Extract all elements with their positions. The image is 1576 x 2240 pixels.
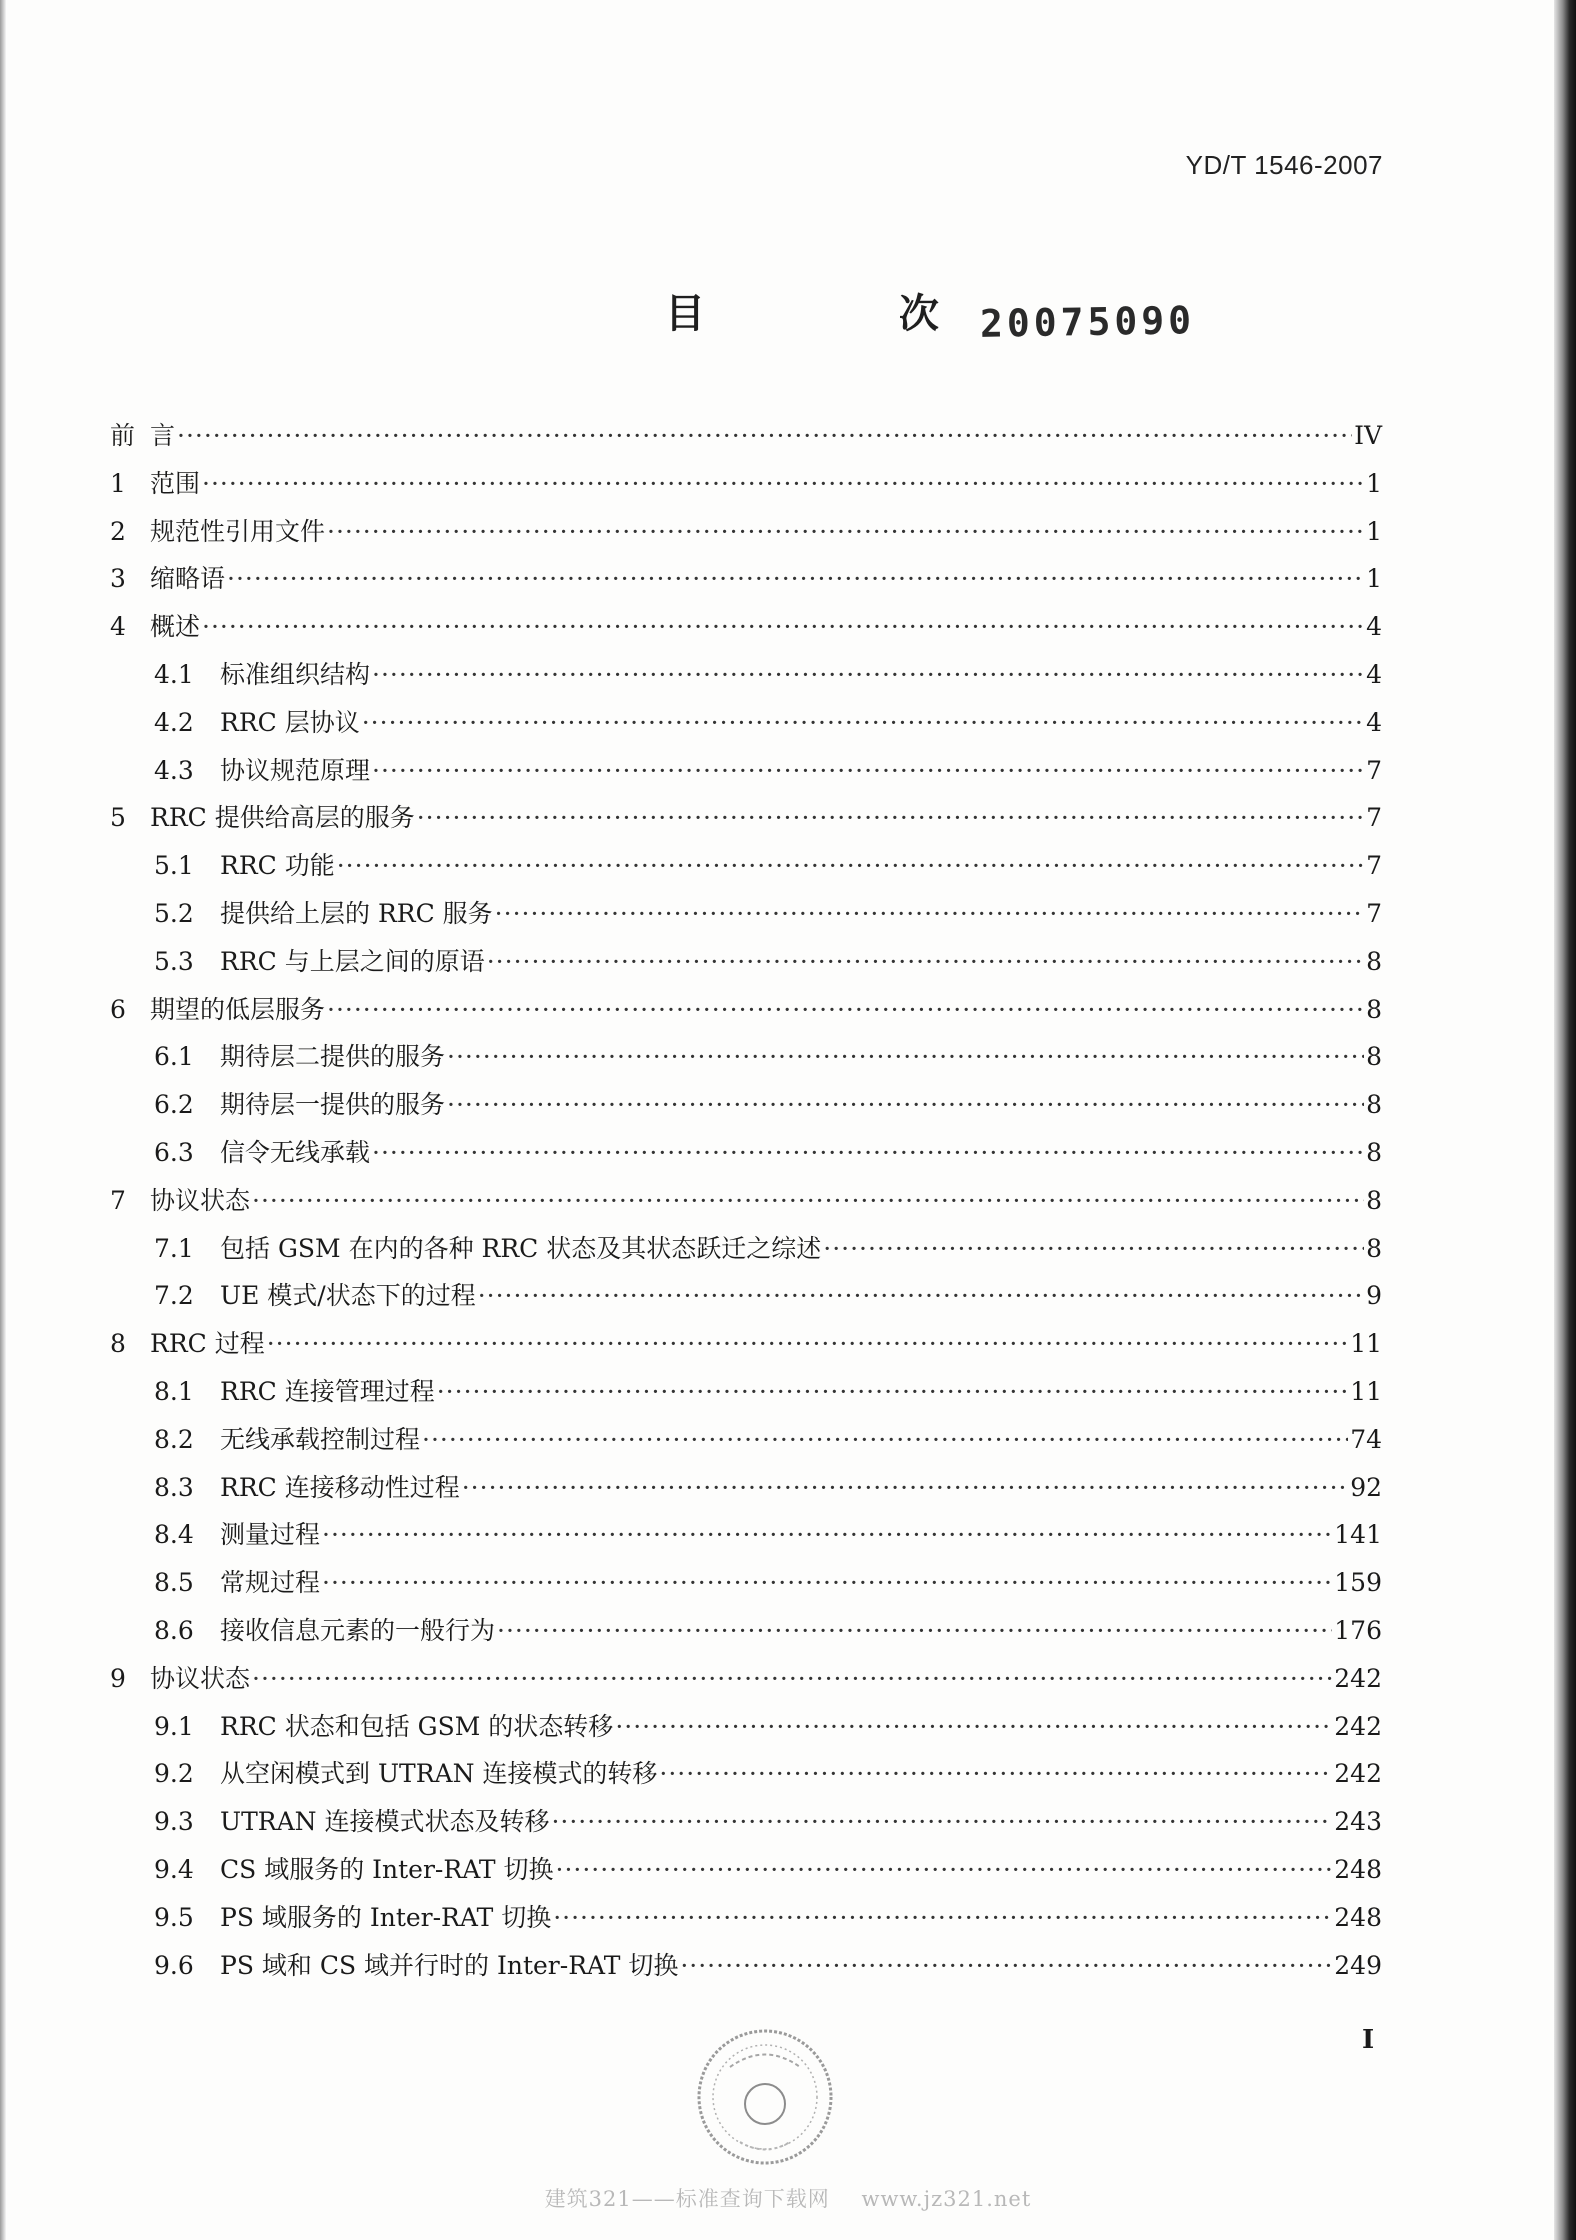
toc-title: 目 次: [665, 290, 1029, 337]
toc-entry-title: 期望的低层服务: [150, 994, 326, 1024]
toc-leader-dots: [551, 1798, 1332, 1846]
toc-entry[interactable]: [110, 699, 1382, 747]
toc-entry-page: 176: [1334, 1615, 1382, 1645]
toc-leader-dots: [447, 1033, 1364, 1081]
toc-entry-title: RRC 功能: [220, 851, 335, 881]
toc-leader-dots: [322, 1559, 1332, 1607]
toc-entry-number: 9.1: [154, 1711, 194, 1741]
toc-entry-title: RRC 与上层之间的原语: [220, 946, 485, 976]
toc-leader-dots: [337, 842, 1364, 890]
toc-entry-title: RRC 提供给高层的服务: [150, 803, 415, 833]
toc-entry-number: 9.6: [154, 1950, 194, 1980]
toc-entry-number: 4: [110, 612, 126, 642]
toc-leader-dots: [487, 938, 1364, 986]
toc-entry-title: 期待层一提供的服务: [220, 1090, 446, 1120]
toc-entry[interactable]: [110, 794, 1382, 842]
toc-entry[interactable]: [110, 1511, 1382, 1559]
toc-leader-dots: [372, 1129, 1364, 1177]
toc-leader-dots: [327, 508, 1364, 556]
toc-entry-page: 242: [1334, 1663, 1382, 1693]
toc-entry-title: RRC 过程: [150, 1329, 265, 1359]
footer-site-name: 建筑321——标准查询下载网: [544, 2187, 830, 2211]
toc-entry-title: UE 模式/状态下的过程: [220, 1281, 476, 1311]
toc-entry-title: 常规过程: [220, 1568, 321, 1598]
page-number: I: [1362, 2025, 1375, 2055]
toc-leader-dots: [478, 1272, 1364, 1320]
toc-entry[interactable]: [110, 938, 1382, 986]
toc-entry-page: 8: [1366, 1185, 1382, 1215]
toc-entry-number: 7.2: [154, 1281, 194, 1311]
toc-entry[interactable]: [110, 1464, 1382, 1512]
toc-entry-number: 8.3: [154, 1472, 194, 1502]
toc-entry-page: 249: [1334, 1950, 1382, 1980]
toc-entry[interactable]: [110, 1416, 1382, 1464]
toc-entry-page: 1: [1366, 516, 1382, 546]
toc-leader-dots: [252, 1655, 1332, 1703]
toc-leader-dots: [497, 1607, 1332, 1655]
toc-leader-dots: [202, 460, 1364, 508]
toc-leader-dots: [417, 794, 1364, 842]
toc-entry-title: 信令无线承载: [220, 1137, 371, 1167]
toc-entry[interactable]: [110, 1798, 1382, 1846]
toc-entry-number: 3: [110, 564, 126, 594]
toc-leader-dots: [422, 1416, 1348, 1464]
scan-right-edge: [1554, 0, 1576, 2240]
toc-entry-number: 9.5: [154, 1902, 194, 1932]
toc-entry[interactable]: [110, 1894, 1382, 1942]
footer-site-url: www.jz321.net: [861, 2187, 1032, 2211]
toc-entry-number: 8: [110, 1329, 126, 1359]
toc-leader-dots: [553, 1894, 1332, 1942]
toc-entry-number: 7: [110, 1185, 126, 1215]
scan-left-edge: [0, 0, 6, 2240]
toc-leader-dots: [177, 412, 1352, 460]
toc-leader-dots: [327, 986, 1364, 1034]
toc-entry-page: 7: [1366, 898, 1382, 928]
toc-entry-number: 2: [110, 516, 126, 546]
toc-leader-dots: [267, 1320, 1348, 1368]
toc-leader-dots: [437, 1368, 1348, 1416]
toc-entry-number: 6.2: [154, 1090, 194, 1120]
toc-entry-number: 5.2: [154, 898, 194, 928]
toc-entry-title: 言: [150, 421, 176, 450]
toc-entry-page: 141: [1334, 1520, 1382, 1550]
footer-watermark: [0, 2183, 1576, 2213]
toc-entry[interactable]: [110, 651, 1382, 699]
toc-leader-dots: [372, 747, 1364, 795]
toc-entry-number: 8.2: [154, 1424, 194, 1454]
toc-entry-title: RRC 层协议: [220, 707, 360, 737]
toc-entry[interactable]: [110, 412, 1382, 460]
toc-entry-page: 4: [1366, 659, 1382, 689]
toc-leader-dots: [252, 1177, 1364, 1225]
toc-entry-title: 提供给上层的 RRC 服务: [220, 898, 493, 928]
toc-entry-page: 1: [1366, 564, 1382, 594]
toc-entry-page: 8: [1366, 1233, 1382, 1263]
toc-entry-page: 8: [1366, 946, 1382, 976]
seal-stamp-icon: [690, 2022, 840, 2172]
toc-entry-title: RRC 连接移动性过程: [220, 1472, 460, 1502]
toc-entry[interactable]: [110, 986, 1382, 1034]
toc-entry-title: 协议规范原理: [220, 755, 371, 785]
toc-entry-title: 协议状态: [150, 1663, 251, 1693]
toc-entry[interactable]: [110, 1368, 1382, 1416]
toc-entry-page: 248: [1334, 1854, 1382, 1884]
toc-entry-title: RRC 状态和包括 GSM 的状态转移: [220, 1711, 614, 1741]
toc-entry-page: 11: [1350, 1376, 1382, 1406]
toc-leader-dots: [322, 1511, 1332, 1559]
toc-entry-title: PS 域和 CS 域并行时的 Inter-RAT 切换: [220, 1950, 679, 1980]
toc-entry-title: 标准组织结构: [220, 659, 371, 689]
toc-entry-title: 缩略语: [150, 564, 226, 594]
toc-entry[interactable]: [110, 508, 1382, 556]
stamped-number: 20075090: [979, 298, 1196, 346]
toc-leader-dots: [556, 1846, 1333, 1894]
toc-entry-number: 6: [110, 994, 126, 1024]
toc-entry-title: CS 域服务的 Inter-RAT 切换: [220, 1854, 554, 1884]
toc-entry-page: 248: [1334, 1902, 1382, 1932]
toc-entry-number: 9: [110, 1663, 126, 1693]
toc-entry-title: 测量过程: [220, 1520, 321, 1550]
toc-leader-dots: [362, 699, 1364, 747]
toc-leader-dots: [227, 555, 1364, 603]
toc-entry-number: 6.3: [154, 1137, 194, 1167]
toc-entry[interactable]: [110, 1655, 1382, 1703]
toc-entry-page: 4: [1366, 707, 1382, 737]
toc-entry-page: 8: [1366, 1137, 1382, 1167]
toc-entry-page: 9: [1366, 1281, 1382, 1311]
toc-entry[interactable]: [110, 1703, 1382, 1751]
toc-entry-title: 协议状态: [150, 1185, 251, 1215]
toc-entry[interactable]: [110, 1607, 1382, 1655]
toc-entry-title: 期待层二提供的服务: [220, 1042, 446, 1072]
toc-entry[interactable]: [110, 603, 1382, 651]
toc-entry-title: 包括 GSM 在内的各种 RRC 状态及其状态跃迁之综述: [220, 1233, 822, 1263]
toc-entry[interactable]: [110, 747, 1382, 795]
toc-entry-page: 4: [1366, 612, 1382, 642]
toc-entry-number: 6.1: [154, 1042, 194, 1072]
toc-entry-number: 8.6: [154, 1615, 194, 1645]
toc-entry[interactable]: [110, 1033, 1382, 1081]
toc-entry-number: 8.5: [154, 1568, 194, 1598]
toc-entry-page: 7: [1366, 755, 1382, 785]
toc-entry[interactable]: [110, 1225, 1382, 1273]
toc-entry-title: PS 域服务的 Inter-RAT 切换: [220, 1902, 552, 1932]
toc-leader-dots: [823, 1225, 1364, 1273]
toc-entry-page: 8: [1366, 1090, 1382, 1120]
toc-leader-dots: [372, 651, 1364, 699]
toc-entry[interactable]: [110, 1320, 1382, 1368]
toc-entry-page: 242: [1334, 1711, 1382, 1741]
toc-leader-dots: [495, 890, 1364, 938]
toc-entry-number: 9.3: [154, 1807, 194, 1837]
toc-entry-page: 11: [1350, 1329, 1382, 1359]
toc-entry-page: 8: [1366, 994, 1382, 1024]
toc-entry-page: 243: [1334, 1807, 1382, 1837]
toc-entry[interactable]: [110, 1942, 1382, 1990]
toc-entry-number: 前: [110, 421, 136, 450]
toc-entry-title: 无线承载控制过程: [220, 1424, 421, 1454]
toc-entry[interactable]: [110, 1129, 1382, 1177]
toc-entry[interactable]: [110, 460, 1382, 508]
toc-entry[interactable]: [110, 555, 1382, 603]
toc-leader-dots: [615, 1703, 1332, 1751]
toc-entry-number: 4.3: [154, 755, 194, 785]
toc-entry-number: 9.2: [154, 1759, 194, 1789]
toc-entry[interactable]: [110, 842, 1382, 890]
toc-entry-title: RRC 连接管理过程: [220, 1376, 435, 1406]
toc-entry-number: 8.4: [154, 1520, 194, 1550]
toc-entry[interactable]: [110, 1750, 1382, 1798]
toc-entry-title: UTRAN 连接模式状态及转移: [220, 1807, 550, 1837]
table-of-contents: [110, 412, 1382, 1989]
toc-entry-number: 5.1: [154, 851, 194, 881]
toc-leader-dots: [680, 1942, 1332, 1990]
toc-entry-number: 5.3: [154, 946, 194, 976]
toc-entry[interactable]: [110, 1846, 1382, 1894]
toc-leader-dots: [202, 603, 1364, 651]
toc-entry[interactable]: [110, 1177, 1382, 1225]
toc-entry-page: 1: [1366, 468, 1382, 498]
toc-entry[interactable]: [110, 1081, 1382, 1129]
toc-entry-page: 7: [1366, 803, 1382, 833]
document-code: YD/T 1546-2007: [1185, 150, 1383, 180]
toc-entry-number: 4.1: [154, 659, 194, 689]
toc-entry-title: 从空闲模式到 UTRAN 连接模式的转移: [220, 1759, 658, 1789]
toc-entry-title: 范围: [150, 468, 201, 498]
toc-entry[interactable]: [110, 890, 1382, 938]
toc-entry-page: 242: [1334, 1759, 1382, 1789]
toc-entry[interactable]: [110, 1559, 1382, 1607]
toc-leader-dots: [447, 1081, 1364, 1129]
toc-entry-page: 8: [1366, 1042, 1382, 1072]
toc-entry-page: 92: [1350, 1472, 1382, 1502]
toc-entry-page: 159: [1334, 1568, 1382, 1598]
toc-entry-page: IV: [1354, 421, 1382, 450]
toc-entry-number: 1: [110, 468, 126, 498]
toc-entry-page: 7: [1366, 851, 1382, 881]
toc-entry-title: 接收信息元素的一般行为: [220, 1615, 496, 1645]
toc-entry-title: 概述: [150, 612, 201, 642]
toc-entry-number: 7.1: [154, 1233, 194, 1263]
toc-leader-dots: [462, 1464, 1348, 1512]
toc-entry-number: 4.2: [154, 707, 194, 737]
toc-entry-number: 8.1: [154, 1376, 194, 1406]
toc-entry-page: 74: [1350, 1424, 1382, 1454]
toc-leader-dots: [659, 1750, 1332, 1798]
toc-entry[interactable]: [110, 1272, 1382, 1320]
toc-entry-title: 规范性引用文件: [150, 516, 326, 546]
toc-entry-number: 9.4: [154, 1854, 194, 1884]
toc-entry-number: 5: [110, 803, 126, 833]
